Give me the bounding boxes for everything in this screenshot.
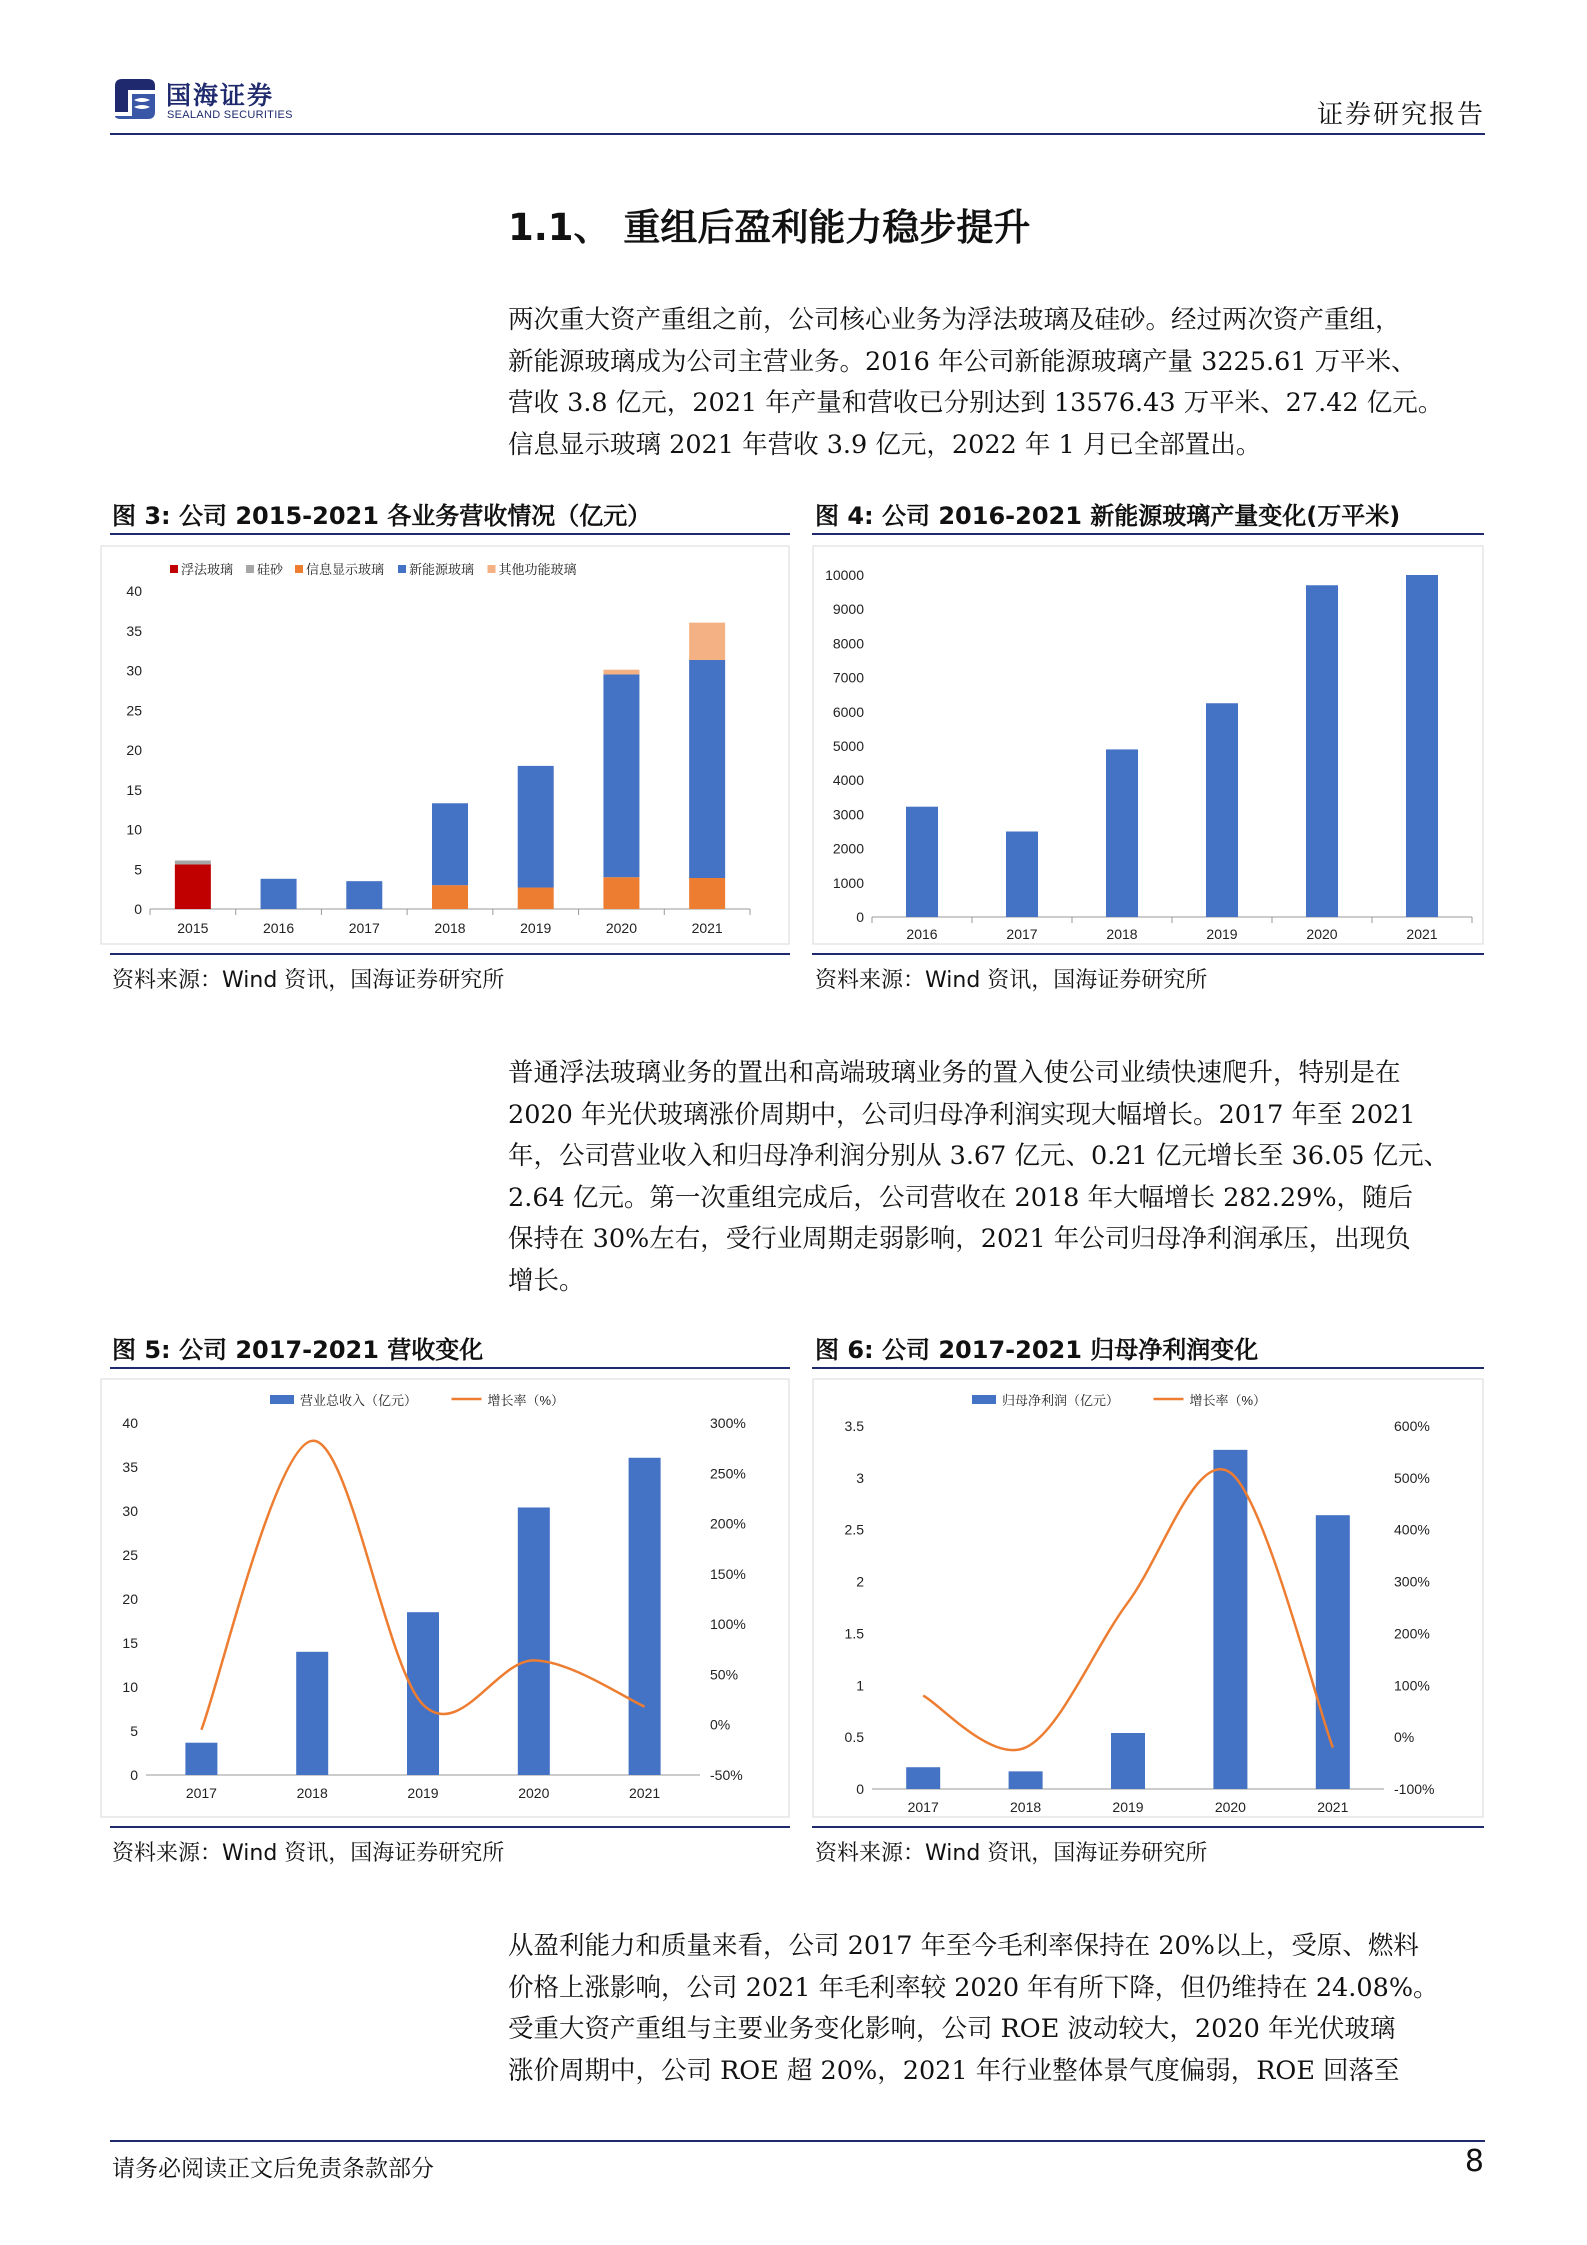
bar	[296, 1652, 328, 1775]
y-tick-label: 5	[134, 861, 142, 878]
x-tick-label: 2021	[629, 1785, 661, 1801]
footer-divider	[110, 2140, 1485, 2142]
fig5-title-rule	[110, 1367, 790, 1369]
bar-segment	[346, 881, 382, 909]
y-tick-label: 20	[126, 742, 142, 758]
y-right-tick-label: 300%	[1394, 1573, 1430, 1590]
bar	[1306, 585, 1338, 917]
y-tick-label: 25	[126, 702, 142, 719]
x-tick-label: 2020	[518, 1785, 550, 1801]
paragraph-line: 2.64 亿元。第一次重组完成后，公司营收在 2018 年大幅增长 282.29%，随后	[508, 1182, 1414, 1213]
x-tick-label: 2019	[407, 1785, 439, 1801]
y-left-tick-label: 0.5	[844, 1729, 864, 1746]
y-right-tick-label: 500%	[1394, 1469, 1430, 1486]
y-right-tick-label: 300%	[710, 1415, 746, 1431]
legend-label: 归母净利润（亿元）	[1002, 1393, 1120, 1408]
y-left-tick-label: 5	[130, 1723, 138, 1739]
x-tick-label: 2016	[262, 920, 295, 936]
x-tick-label: 2021	[1406, 926, 1438, 942]
fig6-chart-border	[813, 1379, 1483, 1817]
bar	[629, 1458, 661, 1775]
x-tick-label: 2017	[185, 1785, 217, 1801]
y-right-tick-label: 0%	[710, 1716, 731, 1733]
y-right-tick-label: 600%	[1394, 1418, 1430, 1434]
bar	[1106, 749, 1138, 917]
fig4-title: 图 4: 公司 2016-2021 新能源玻璃产量变化(万平米)	[815, 502, 1401, 530]
legend-label: 增长率（%）	[487, 1393, 565, 1408]
legend-swatch	[246, 565, 254, 573]
x-tick-label: 2016	[906, 926, 938, 942]
bar	[1009, 1771, 1043, 1789]
logo-text-cn: 国海证券	[166, 81, 275, 110]
bar	[906, 807, 938, 917]
legend-label: 硅砂	[257, 562, 284, 577]
x-tick-label: 2018	[1106, 926, 1138, 942]
legend-swatch	[170, 565, 178, 573]
x-tick-label: 2019	[1206, 926, 1238, 942]
x-tick-label: 2018	[434, 920, 466, 936]
fig3-bottom-rule	[110, 953, 790, 955]
paragraph-line: 价格上涨影响，公司 2021 年毛利率较 2020 年有所下降，但仍维持在 24.08%。	[508, 1972, 1439, 2003]
growth-rate-line	[923, 1469, 1333, 1750]
x-tick-label: 2020	[1214, 1799, 1246, 1815]
y-tick-label: 7000	[832, 669, 864, 686]
x-tick-label: 2017	[907, 1799, 939, 1815]
fig4-chart	[812, 545, 1484, 945]
legend-label: 其他功能玻璃	[498, 562, 577, 577]
y-tick-label: 10000	[825, 567, 864, 583]
y-tick-label: 5000	[832, 738, 864, 754]
paragraph-line: 普通浮法玻璃业务的置出和高端玻璃业务的置入使公司业绩快速爬升，特别是在	[508, 1058, 1401, 1088]
fig5-chart	[100, 1378, 790, 1818]
y-tick-label: 30	[126, 662, 142, 679]
y-right-tick-label: 50%	[710, 1666, 739, 1683]
legend-swatch	[295, 565, 303, 573]
bar-segment	[518, 888, 554, 909]
y-right-tick-label: 400%	[1394, 1521, 1430, 1538]
paragraph-line: 2020 年光伏玻璃涨价周期中，公司归母净利润实现大幅增长。2017 年至 2021	[508, 1099, 1416, 1130]
header-divider	[110, 133, 1485, 135]
paragraph-line: 两次重大资产重组之前，公司核心业务为浮法玻璃及硅砂。经过两次资产重组，	[508, 305, 1401, 335]
y-right-tick-label: -50%	[710, 1767, 743, 1783]
y-left-tick-label: 20	[122, 1591, 138, 1607]
fig6-bottom-rule	[812, 1826, 1484, 1828]
page-number: 8	[1464, 2144, 1484, 2179]
bar	[1316, 1515, 1350, 1789]
y-left-tick-label: 40	[122, 1415, 138, 1431]
y-tick-label: 4000	[832, 772, 864, 789]
bar-segment	[689, 623, 725, 660]
y-left-tick-label: 30	[122, 1503, 138, 1519]
paragraph-line: 涨价周期中，公司 ROE 超 20%，2021 年行业整体景气度偏弱，ROE 回落至	[508, 2055, 1400, 2086]
legend-swatch	[488, 565, 496, 573]
fig6-chart	[812, 1378, 1484, 1818]
bar-segment	[432, 803, 468, 885]
y-tick-label: 3000	[832, 806, 864, 823]
bar	[518, 1507, 550, 1775]
y-tick-label: 0	[134, 901, 142, 917]
paragraph-line: 营收 3.8 亿元，2021 年产量和营收已分别达到 13576.43 万平米、27.42 亿元。	[508, 388, 1444, 418]
y-tick-label: 15	[126, 781, 142, 798]
report-type: 证券研究报告	[1316, 100, 1485, 130]
y-left-tick-label: 0	[856, 1781, 864, 1797]
bar	[185, 1743, 217, 1775]
bar	[407, 1612, 439, 1775]
fig3-source: 资料来源：Wind 资讯，国海证券研究所	[112, 968, 505, 993]
x-tick-label: 2021	[691, 920, 723, 936]
y-tick-label: 35	[126, 622, 142, 639]
x-tick-label: 2020	[1306, 926, 1338, 942]
logo-text-en: SEALAND SECURITIES	[167, 109, 293, 121]
paragraph-1	[508, 300, 1484, 466]
x-tick-label: 2018	[1010, 1799, 1042, 1815]
paragraph-line: 年，公司营业收入和归母净利润分别从 3.67 亿元、0.21 亿元增长至 36.05 亿元、	[508, 1141, 1450, 1171]
bar-segment	[603, 670, 639, 675]
bar-segment	[689, 878, 725, 909]
y-tick-label: 8000	[832, 635, 864, 652]
fig3-title: 图 3: 公司 2015-2021 各业务营收情况（亿元）	[112, 502, 652, 530]
bar	[1111, 1733, 1145, 1789]
y-tick-label: 9000	[832, 601, 864, 618]
bar-segment	[603, 674, 639, 877]
y-tick-label: 2000	[832, 840, 864, 857]
bar-segment	[603, 877, 639, 909]
x-tick-label: 2019	[1112, 1799, 1144, 1815]
y-left-tick-label: 35	[122, 1459, 138, 1475]
bar-segment	[261, 879, 297, 909]
bar	[1206, 703, 1238, 917]
paragraph-line: 信息显示玻璃 2021 年营收 3.9 亿元，2022 年 1 月已全部置出。	[508, 429, 1262, 460]
y-left-tick-label: 3	[856, 1469, 864, 1486]
y-left-tick-label: 0	[130, 1767, 138, 1783]
legend-label: 新能源玻璃	[409, 562, 475, 577]
y-left-tick-label: 1	[856, 1677, 864, 1694]
paragraph-line: 增长。	[508, 1265, 585, 1296]
bar	[1406, 575, 1438, 917]
fig6-source: 资料来源：Wind 资讯，国海证券研究所	[815, 1841, 1208, 1866]
y-right-tick-label: 0%	[1394, 1729, 1415, 1746]
bar-segment	[175, 861, 211, 865]
legend-label: 营业总收入（亿元）	[300, 1393, 418, 1408]
y-left-tick-label: 3.5	[844, 1418, 864, 1434]
fig5-source: 资料来源：Wind 资讯，国海证券研究所	[112, 1841, 505, 1866]
y-left-tick-label: 1.5	[844, 1625, 864, 1642]
fig6-title-rule	[812, 1367, 1484, 1369]
section-title: 1.1、 重组后盈利能力稳步提升	[508, 206, 1031, 249]
legend-label: 增长率（%）	[1189, 1393, 1267, 1408]
legend-swatch	[398, 565, 406, 573]
x-tick-label: 2017	[348, 920, 380, 936]
fig5-title: 图 5: 公司 2017-2021 营收变化	[112, 1336, 484, 1364]
disclaimer: 请务必阅读正文后免责条款部分	[112, 2156, 434, 2182]
y-left-tick-label: 2.5	[844, 1521, 864, 1538]
sealand-logo-icon	[112, 76, 158, 122]
paragraph-3	[508, 1926, 1484, 2092]
y-right-tick-label: 100%	[710, 1616, 746, 1633]
paragraph-2	[508, 1053, 1484, 1302]
bar-segment	[432, 885, 468, 909]
paragraph-line: 从盈利能力和质量来看，公司 2017 年至今毛利率保持在 20%以上，受原、燃料	[508, 1931, 1419, 1961]
fig3-chart	[100, 545, 790, 945]
fig4-bottom-rule	[812, 953, 1484, 955]
bar	[1213, 1450, 1247, 1789]
bar-segment	[689, 660, 725, 878]
y-tick-label: 0	[856, 909, 864, 925]
y-right-tick-label: 200%	[710, 1515, 746, 1532]
x-tick-label: 2017	[1006, 926, 1038, 942]
paragraph-line: 新能源玻璃成为公司主营业务。2016 年公司新能源玻璃产量 3225.61 万平米、	[508, 346, 1417, 377]
bar	[1006, 832, 1038, 918]
y-left-tick-label: 2	[856, 1573, 864, 1590]
y-tick-label: 10	[126, 821, 142, 838]
paragraph-line: 保持在 30%左右，受行业周期走弱影响，2021 年公司归母净利润承压，出现负	[508, 1224, 1411, 1254]
bar-segment	[518, 766, 554, 888]
x-tick-label: 2018	[296, 1785, 328, 1801]
y-tick-label: 6000	[832, 703, 864, 720]
y-right-tick-label: 100%	[1394, 1677, 1430, 1694]
legend-swatch	[972, 1395, 996, 1404]
y-tick-label: 40	[126, 583, 142, 599]
y-right-tick-label: 150%	[710, 1565, 746, 1582]
y-left-tick-label: 15	[122, 1635, 138, 1651]
y-tick-label: 1000	[832, 874, 864, 891]
y-right-tick-label: 250%	[710, 1465, 746, 1482]
y-right-tick-label: 200%	[1394, 1625, 1430, 1642]
y-left-tick-label: 10	[122, 1679, 138, 1695]
legend-label: 浮法玻璃	[181, 562, 234, 577]
fig6-title: 图 6: 公司 2017-2021 归母净利润变化	[815, 1336, 1259, 1364]
y-right-tick-label: -100%	[1394, 1781, 1435, 1797]
x-tick-label: 2019	[520, 920, 552, 936]
x-tick-label: 2021	[1317, 1799, 1349, 1815]
bar	[906, 1767, 940, 1789]
fig5-bottom-rule	[110, 1826, 790, 1828]
legend-swatch	[270, 1395, 294, 1404]
bar-segment	[175, 864, 211, 909]
x-tick-label: 2015	[177, 920, 209, 936]
legend-label: 信息显示玻璃	[306, 562, 385, 577]
fig3-title-rule	[110, 533, 790, 535]
x-tick-label: 2020	[605, 920, 638, 936]
fig4-title-rule	[812, 533, 1484, 535]
paragraph-line: 受重大资产重组与主要业务变化影响，公司 ROE 波动较大，2020 年光伏玻璃	[508, 2014, 1396, 2044]
fig4-source: 资料来源：Wind 资讯，国海证券研究所	[815, 968, 1208, 993]
logo	[112, 76, 312, 124]
y-left-tick-label: 25	[122, 1547, 138, 1563]
